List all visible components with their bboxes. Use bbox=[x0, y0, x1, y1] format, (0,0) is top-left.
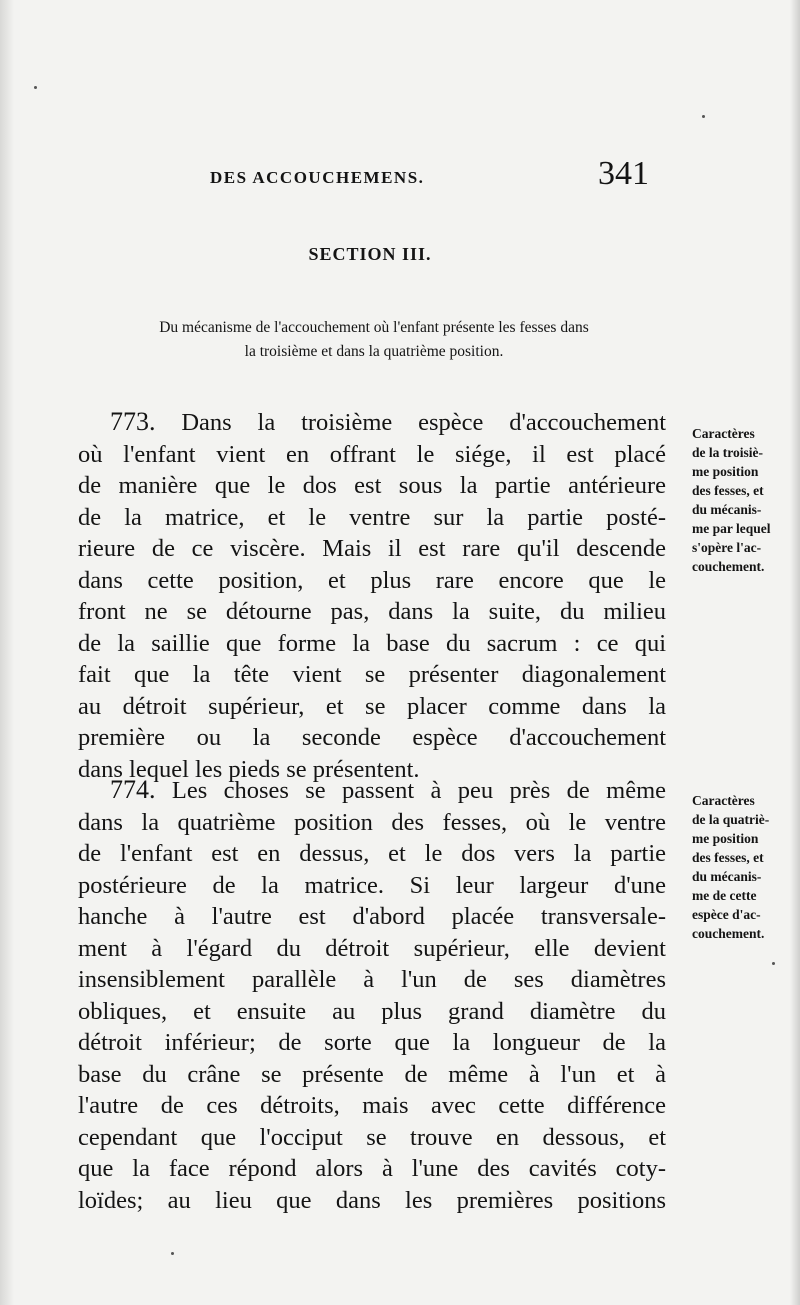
paragraph-line: obliques, et ensuite au plus grand diamètre du bbox=[78, 997, 666, 1025]
paragraph-line: fait que la tête vient se présenter diagonalement bbox=[78, 661, 666, 688]
section-subtitle-line: Du mécanisme de l'accouchement où l'enfant présente les fesses dans bbox=[159, 319, 589, 336]
margin-note-line: me position bbox=[692, 464, 759, 479]
paragraph-line: de la saillie que forme la base du sacrum : ce qui bbox=[78, 629, 666, 657]
paragraph-line: loïdes; au lieu que dans les premières positions bbox=[78, 1186, 666, 1214]
paragraph-number: 774. bbox=[110, 775, 156, 804]
scan-speck bbox=[171, 1252, 174, 1255]
paragraph-line: dans lequel les pieds se présentent. bbox=[78, 755, 420, 783]
margin-note-line: espèce d'ac- bbox=[692, 907, 761, 922]
margin-note-line: des fesses, et bbox=[692, 483, 764, 498]
margin-note-line: me par lequel bbox=[692, 521, 771, 536]
margin-note-773 bbox=[692, 424, 784, 576]
margin-note-line: de la quatriè- bbox=[692, 812, 770, 827]
paragraph-line: de manière que le dos est sous la partie antérieure bbox=[78, 472, 666, 499]
margin-note-line: Caractères bbox=[692, 793, 755, 808]
margin-note-774 bbox=[692, 791, 784, 943]
scan-speck bbox=[702, 115, 705, 118]
page-edge-right bbox=[790, 0, 800, 1305]
paragraph-line: détroit inférieur; de sorte que la longueur de la bbox=[78, 1029, 666, 1056]
paragraph-line: hanche à l'autre est d'abord placée transversale- bbox=[78, 903, 666, 930]
paragraph-number: 773. bbox=[110, 407, 156, 436]
paragraph-line: 774. Les choses se passent à peu près de même bbox=[110, 775, 666, 804]
margin-note-line: couchement. bbox=[692, 926, 765, 941]
paragraph-line: dans la quatrième position des fesses, où le ventre bbox=[78, 808, 666, 836]
page-edge-left bbox=[0, 0, 14, 1305]
margin-note-line: de la troisiè- bbox=[692, 445, 763, 460]
paragraph-line: rieure de ce viscère. Mais il est rare qu'il descende bbox=[78, 535, 666, 562]
paragraph-774 bbox=[78, 774, 666, 1216]
margin-note-line: couchement. bbox=[692, 559, 765, 574]
scan-speck bbox=[772, 962, 775, 965]
paragraph-line: ment à l'égard du détroit supérieur, elle devient bbox=[78, 934, 666, 962]
paragraph-line: 773. Dans la troisième espèce d'accouchement bbox=[110, 407, 667, 436]
paragraph-line: que la face répond alors à l'une des cavités coty- bbox=[78, 1155, 666, 1182]
paragraph-line: l'autre de ces détroits, mais avec cette différence bbox=[78, 1092, 666, 1119]
paragraph-line: insensiblement parallèle à l'un de ses diamètres bbox=[78, 966, 666, 993]
margin-note-line: Caractères bbox=[692, 426, 755, 441]
page-number: 341 bbox=[598, 155, 649, 192]
margin-note-line: du mécanis- bbox=[692, 869, 762, 884]
paragraph-line: base du crâne se présente de même à l'un et à bbox=[78, 1060, 666, 1088]
margin-note-line: des fesses, et bbox=[692, 850, 764, 865]
scan-speck bbox=[34, 86, 37, 89]
paragraph-line: de l'enfant est en dessus, et le dos vers la partie bbox=[78, 840, 666, 867]
margin-note-line: me position bbox=[692, 831, 759, 846]
margin-note-line: s'opère l'ac- bbox=[692, 540, 762, 555]
paragraph-line: première ou la seconde espèce d'accouchement bbox=[78, 724, 666, 751]
section-subtitle bbox=[74, 316, 674, 364]
section-subtitle-line: la troisième et dans la quatrième position. bbox=[244, 343, 504, 360]
paragraph-773 bbox=[78, 406, 666, 785]
paragraph-line: de la matrice, et le ventre sur la partie posté- bbox=[78, 503, 666, 531]
margin-note-line: du mécanis- bbox=[692, 502, 762, 517]
paragraph-line: où l'enfant vient en offrant le siége, il est placé bbox=[78, 440, 666, 468]
running-title: DES ACCOUCHEMENS. bbox=[210, 168, 425, 187]
paragraph-line: dans cette position, et plus rare encore que le bbox=[78, 566, 666, 594]
paragraph-line: au détroit supérieur, et se placer comme dans la bbox=[78, 692, 666, 720]
section-title: SECTION III. bbox=[308, 244, 432, 264]
paragraph-line: cependant que l'occiput se trouve en dessous, et bbox=[78, 1123, 666, 1151]
paragraph-line: postérieure de la matrice. Si leur largeur d'une bbox=[78, 871, 666, 899]
margin-note-line: me de cette bbox=[692, 888, 757, 903]
paragraph-line: front ne se détourne pas, dans la suite, du milieu bbox=[78, 598, 666, 625]
